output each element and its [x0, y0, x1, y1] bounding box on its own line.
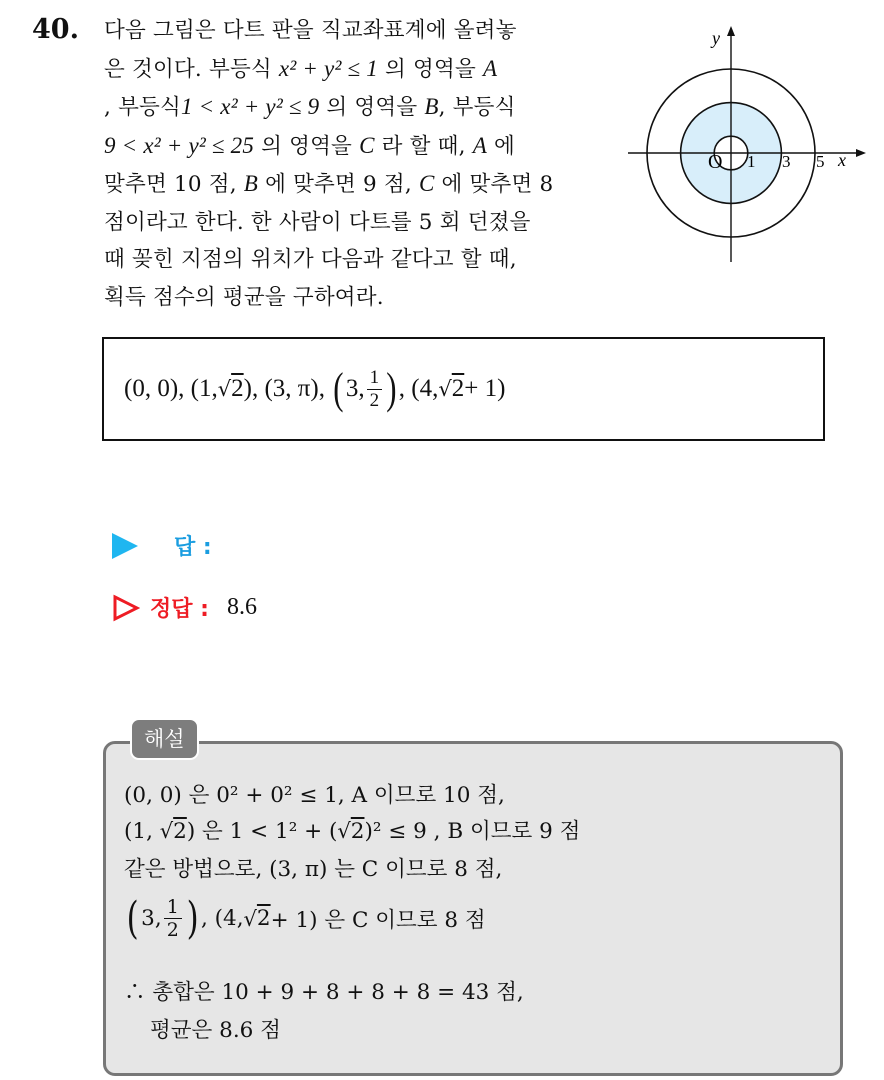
text-segment: , 부등식 [438, 95, 516, 120]
right-paren-icon: ) [186, 892, 199, 944]
inequality-c: 9 < x² + y² ≤ 25 [104, 132, 255, 158]
text-segment: )² ≤ 9 , B 이므로 9 점 [364, 819, 581, 844]
fraction-denominator: 2 [369, 389, 380, 411]
question-line-3 [104, 88, 612, 127]
point-5-start: , (4, [398, 375, 439, 402]
left-paren-icon: ( [333, 364, 344, 413]
inequality-a: x² + y² ≤ 1 [278, 55, 378, 81]
x-axis-label: x [838, 150, 846, 170]
x-axis-arrow-icon [856, 149, 866, 157]
points-box [102, 337, 825, 441]
text-segment: 라 할 때, [374, 133, 473, 159]
point-5-end: + 1) [464, 375, 506, 402]
point-2-radicand: 2 [231, 375, 244, 402]
fraction-denominator: 2 [166, 919, 179, 941]
text-segment: ) 은 1 < 1² + ( [186, 819, 338, 844]
radicand: 2 [173, 819, 187, 844]
question-line-1: 다음 그림은 다트 판을 직교좌표계에 올려놓 [104, 18, 517, 43]
radicand: 2 [256, 906, 271, 931]
inequality-b: 1 < x² + y² ≤ 9 [180, 94, 320, 119]
text-segment: 의 영역을 [377, 56, 483, 82]
left-paren-icon: ( [126, 892, 139, 944]
outline-triangle-icon [112, 594, 140, 622]
y-axis-label: y [712, 28, 720, 48]
points-list [124, 339, 505, 439]
solution-tab: 해설 [130, 718, 199, 760]
sqrt-icon: √ [337, 819, 351, 843]
sqrt-icon: √ [159, 819, 174, 843]
right-paren-icon: ) [386, 364, 397, 413]
solution-line-2 [124, 814, 580, 845]
tick-label-3: 3 [782, 152, 791, 171]
solution-line-6: 평균은 8.6 점 [150, 1018, 281, 1043]
sqrt-icon: √ [243, 906, 257, 931]
region-c: C [359, 132, 375, 158]
region-c-ref: C [418, 171, 435, 196]
region-a-ref: A [472, 132, 487, 158]
question-line-4 [104, 127, 612, 166]
text-segment: + 1) 은 C 이므로 8 점 [270, 908, 486, 933]
text-segment: , (4, [200, 906, 244, 931]
y-axis-arrow-icon [727, 26, 735, 36]
question-line-2 [104, 50, 612, 89]
correct-answer-label: 정답 : [150, 597, 209, 622]
solution-line-4 [124, 892, 486, 944]
text-segment: 에 맞추면 8 [434, 172, 554, 197]
question-line-6: 점이라고 한다. 한 사람이 다트를 5 회 던졌을 [104, 209, 531, 235]
sqrt-icon: √ [438, 377, 452, 401]
question-number: 40. [32, 14, 79, 45]
point-5-radicand: 2 [451, 375, 465, 402]
correct-answer-value: 8.6 [226, 594, 257, 620]
text-segment: (1, [124, 819, 160, 844]
fraction-numerator: 1 [164, 896, 182, 919]
region-b: B [424, 94, 439, 119]
text-segment: 의 영역을 [254, 133, 360, 159]
answer-row [112, 530, 212, 561]
point-1: (0, 0), [124, 375, 185, 402]
question-line-5 [104, 165, 612, 204]
solution-line-3: 같은 방법으로, (3, π) 는 C 이므로 8 점, [124, 857, 503, 882]
sqrt-icon: √ [217, 377, 232, 401]
text-segment: 은 것이다. 부등식 [104, 56, 279, 82]
point-4-start: 3, [345, 375, 365, 402]
correct-answer-row [112, 592, 257, 623]
answer-label: 답 : [174, 535, 212, 560]
text-segment: 3, [141, 906, 162, 931]
filled-triangle-icon [112, 533, 138, 559]
text-segment: 에 [486, 133, 515, 159]
tick-label-1: 1 [747, 152, 756, 171]
question-line-8: 획득 점수의 평균을 구하여라. [104, 284, 384, 310]
solution-line-5: ∴ 총합은 10 + 9 + 8 + 8 + 8 = 43 점, [124, 980, 524, 1005]
text-segment: 의 영역을 [319, 95, 425, 120]
text-segment: 맞추면 10 점, [104, 172, 244, 197]
fraction-one-half [367, 367, 383, 412]
point-3: (3, π), [264, 375, 325, 402]
text-segment: 에 맞추면 9 점, [258, 172, 419, 197]
region-a: A [482, 55, 498, 81]
region-b-ref: B [243, 171, 259, 196]
question-line-7: 때 꽂힌 지점의 위치가 다음과 같다고 할 때, [104, 247, 517, 272]
question-text [104, 12, 612, 316]
point-2-end: ), [243, 375, 259, 402]
solution-line-1: (0, 0) 은 0² + 0² ≤ 1, A 이므로 10 점, [124, 783, 505, 808]
origin-label: O [708, 151, 723, 173]
radicand: 2 [350, 819, 365, 844]
dartboard-figure [622, 22, 876, 268]
tick-label-5: 5 [816, 152, 825, 171]
text-segment: , 부등식 [104, 95, 181, 120]
fraction-one-half [164, 896, 182, 941]
point-2-start: (1, [190, 375, 218, 402]
fraction-numerator: 1 [367, 367, 383, 390]
